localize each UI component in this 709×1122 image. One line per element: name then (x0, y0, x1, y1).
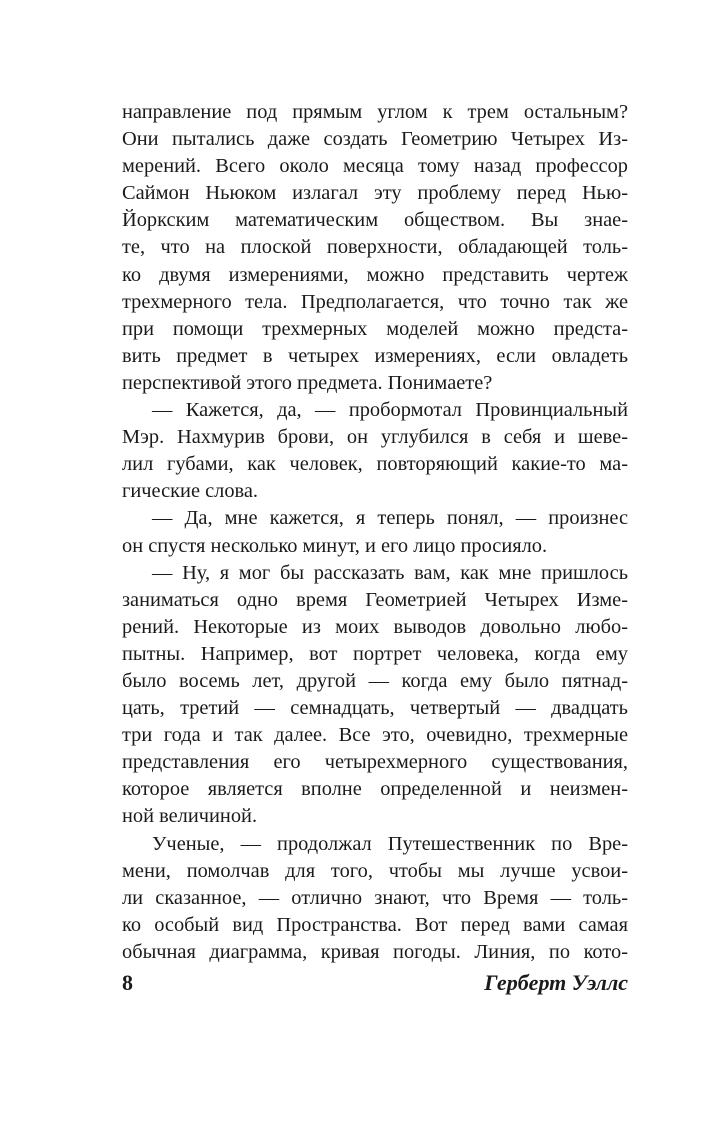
text-line: Йоркским математическим обществом. Вы знае- (122, 209, 628, 232)
text-line: Мэр. Нахмурив брови, он углубился в себя и шеве- (122, 426, 628, 449)
text-line: представления его четырехмерного существования, (122, 751, 628, 774)
text-line: три года и так далее. Все это, очевидно, трехмерные (122, 724, 628, 747)
page-number: 8 (122, 970, 133, 995)
text-line: заниматься одно время Геометрией Четырех Изме- (122, 588, 628, 611)
text-line: ли сказанное, — отлично знают, что Время — толь- (122, 886, 628, 909)
text-line: трехмерного тела. Предполагается, что точно так же (122, 290, 628, 313)
text-line: лил губами, как человек, повторяющий какие-то ма- (122, 453, 628, 476)
body-text (122, 99, 628, 966)
text-line: — Ну, я мог бы рассказать вам, как мне пришлось (152, 561, 628, 584)
text-line: было восемь лет, другой — когда ему было пятнад- (122, 669, 628, 692)
text-line: Ученые, — продолжал Путешественник по Вре- (152, 832, 628, 855)
text-line: ной величиной. (122, 805, 258, 828)
text-line: направление под прямым углом к трем остальным? (122, 101, 628, 123)
text-line: Они пытались даже создать Геометрию Четырех Из- (122, 128, 628, 151)
text-line: мерений. Всего около месяца тому назад профессор (122, 155, 628, 178)
text-line: рений. Некоторые из моих выводов довольно любо- (122, 615, 628, 638)
running-author: Герберт Уэллс (484, 970, 628, 995)
text-line: которое является вполне определенной и неизмен- (122, 778, 628, 801)
text-line: обычная диаграмма, кривая погоды. Линия, по кото- (122, 940, 628, 963)
text-line: — Кажется, да, — пробормотал Провинциальный (152, 399, 628, 422)
text-line: мени, помолчав для того, чтобы мы лучше усвои- (122, 859, 628, 882)
text-line: — Да, мне кажется, я теперь понял, — произнес (152, 507, 628, 530)
text-line: он спустя несколько минут, и его лицо просияло. (122, 534, 548, 557)
text-line: Саймон Ньюком излагал эту проблему перед Нью- (122, 182, 628, 205)
text-line: ко особый вид Пространства. Вот перед вами самая (122, 913, 628, 936)
text-line: пытны. Например, вот портрет человека, когда ему (122, 642, 628, 665)
text-line: при помощи трехмерных моделей можно предста- (122, 317, 628, 340)
text-line: те, что на плоской поверхности, обладающей толь- (122, 236, 628, 259)
text-line: ко двумя измерениями, можно представить чертеж (122, 263, 628, 286)
text-line: перспективой этого предмета. Понимаете? (122, 371, 493, 394)
text-line: цать, третий — семнадцать, четвертый — двадцать (122, 697, 628, 720)
text-line: вить предмет в четырех измерениях, если овладеть (122, 344, 628, 367)
text-line: гические слова. (122, 480, 259, 503)
page-footer (122, 970, 628, 1000)
